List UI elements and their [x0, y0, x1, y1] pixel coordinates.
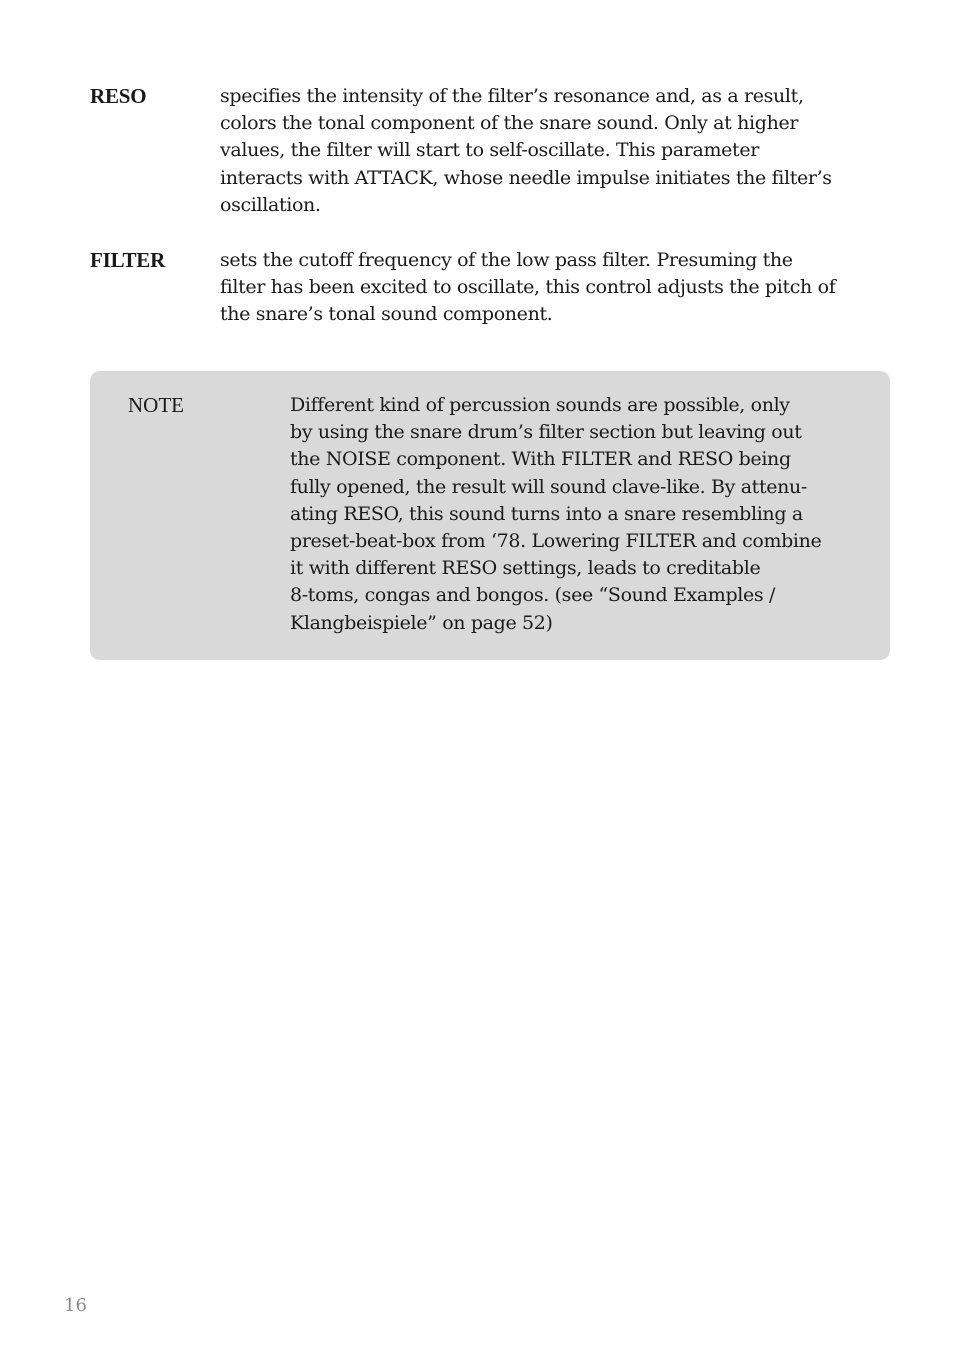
note-box	[90, 371, 890, 660]
note-line: 8-toms, congas and bongos. (see “Sound Examples /	[290, 584, 776, 607]
note-line: ating RESO, this sound turns into a snare resembling a	[290, 502, 803, 525]
description-line: specifies the intensity of the filter’s resonance and, as a result,	[220, 85, 804, 107]
parameter-term: FILTER	[90, 248, 166, 272]
note-line: Different kind of percussion sounds are possible, only	[290, 394, 790, 416]
parameter-description	[220, 247, 900, 329]
note-line: Klangbeispiele” on page 52)	[290, 611, 553, 634]
note-line: fully opened, the result will sound clave-like. By attenu-	[290, 475, 807, 498]
note-line: preset-beat-box from ‘78. Lowering FILTER and combine	[290, 530, 822, 553]
page-number: 16	[64, 1295, 87, 1316]
parameter-description	[220, 83, 900, 219]
description-line: sets the cutoff frequency of the low pass filter. Presuming the	[220, 249, 793, 271]
description-line: colors the tonal component of the snare sound. Only at higher	[220, 112, 799, 135]
description-line: the snare’s tonal sound component.	[220, 303, 553, 326]
description-line: interacts with ATTACK, whose needle impulse initiates the filter’s	[220, 166, 832, 189]
parameter-term: RESO	[90, 84, 147, 108]
description-line: oscillation.	[220, 193, 321, 216]
note-body	[290, 392, 870, 637]
note-label: NOTE	[128, 393, 184, 417]
description-line: filter has been excited to oscillate, this control adjusts the pitch of	[220, 276, 836, 299]
note-line: the NOISE component. With FILTER and RESO being	[290, 448, 791, 471]
note-line: by using the snare drum’s filter section but leaving out	[290, 421, 802, 444]
note-line: it with different RESO settings, leads to creditable	[290, 557, 761, 580]
description-line: values, the filter will start to self-oscillate. This parameter	[220, 139, 759, 162]
